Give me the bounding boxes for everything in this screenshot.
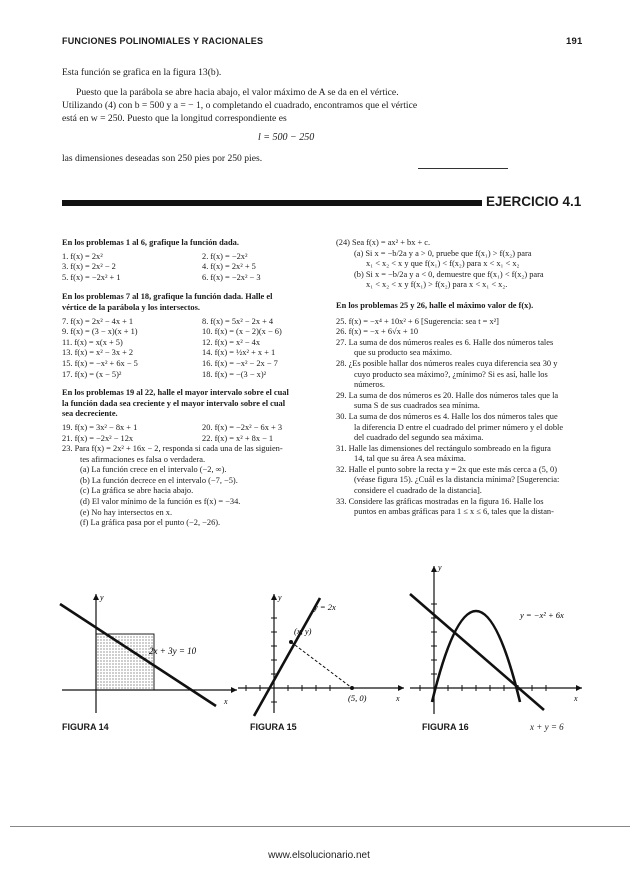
problem-32: 32. Halle el punto sobre la recta y = 2x que este más cerca a (5, 0): [336, 464, 557, 474]
problem-23-a: 23. Para f(x) = 2x² + 16x − 2, responda si cada una de las siguien-: [62, 444, 283, 454]
problem-23-item: (a) La función crece en el intervalo (−2, ∞).: [80, 465, 227, 475]
problem-23-b: tes afirmaciones es falsa o verdadera.: [80, 454, 206, 464]
heading-25-26: En los problemas 25 y 26, halle el máximo valor de f(x).: [336, 300, 534, 310]
figure-15-label: FIGURA 15: [250, 722, 297, 732]
heading-7-18b: vértice de la parábola y los intersectos.: [62, 302, 200, 312]
problem-row: [62, 317, 322, 328]
problem: 8. f(x) = 5x² − 2x + 4: [202, 316, 274, 326]
problem: 9. f(x) = (3 − x)(x + 1): [62, 327, 138, 337]
page-number: 191: [566, 36, 583, 47]
problem: 3. f(x) = 2x² − 2: [62, 262, 116, 272]
intro-line-5: las dimensiones deseadas son 250 pies por 250 pies.: [62, 153, 263, 164]
problem: 22. f(x) = x² + 8x − 1: [202, 433, 274, 443]
left-column: [62, 238, 322, 529]
problem-23-item: (e) No hay intersectos en x.: [80, 507, 173, 517]
heading-1-6: En los problemas 1 al 6, grafique la función dada.: [62, 238, 239, 247]
problem-23-item: (d) El valor mínimo de la función es f(x) = −34.: [80, 497, 241, 507]
running-title: FUNCIONES POLINOMIALES Y RACIONALES: [62, 36, 264, 46]
problem: 11. f(x) = x(x + 5): [62, 337, 123, 347]
heading-19-22b: la función dada sea creciente y el mayor intervalo sobre el cual: [62, 398, 286, 408]
problem: 15. f(x) = −x² + 6x − 5: [62, 358, 138, 368]
footer-url: www.elsolucionario.net: [268, 850, 370, 861]
problem-28-cont: cuyo producto sea máximo?, ¿mínimo? Si es así, halle los: [354, 369, 548, 379]
distance-segment: [291, 642, 352, 688]
problem-30-cont: del cuadrado del segundo sea máxima.: [354, 433, 484, 443]
problem-row: [62, 423, 322, 434]
problem-row: [62, 359, 322, 370]
problem: 12. f(x) = x² − 4x: [202, 337, 261, 347]
fig16-eq2-label: x + y = 6: [530, 722, 564, 732]
problem: 18. f(x) = −(3 − x)²: [202, 369, 267, 379]
heading-19-22c: sea decreciente.: [62, 409, 118, 419]
problem: 4. f(x) = 2x² + 5: [202, 262, 256, 272]
problem: 20. f(x) = −2x² − 6x + 3: [202, 422, 283, 432]
fig16-y-label: y: [438, 563, 442, 572]
problem-33: 33. Considere las gráficas mostradas en la figura 16. Halle los: [336, 496, 544, 506]
figure-14: [52, 588, 242, 718]
fig15-point-label: (x, y): [294, 626, 312, 636]
section-title: EJERCICIO 4.1: [486, 194, 582, 209]
problem-row: [62, 338, 322, 349]
problem: 6. f(x) = −2x² − 3: [202, 272, 261, 282]
figure-15: [232, 588, 412, 718]
point-5-0: [350, 686, 354, 690]
problem-32-cont: considere el cuadrado de la distancia].: [354, 486, 482, 496]
intro-equation: l = 500 − 250: [258, 132, 315, 143]
problem-24-e: x₁ < x₂ < x y f(x₁) > f(x₂) para x < x₁ < x₂.: [366, 280, 508, 290]
problem-31-cont: 14, tal que su área A sea máxima.: [354, 454, 466, 464]
problem: 1. f(x) = 2x²: [62, 251, 103, 261]
fig14-x-label: x: [224, 697, 228, 706]
problem: 13. f(x) = x² − 3x + 2: [62, 348, 134, 358]
problem-33-cont: puntos en ambas gráficas para 1 ≤ x ≤ 6, tales que la distan-: [354, 507, 554, 517]
problem-29: 29. La suma de dos números es 20. Halle dos números tales que la: [336, 390, 559, 400]
problem-row: [62, 370, 322, 381]
problem: 16. f(x) = −x² − 2x − 7: [202, 358, 278, 368]
figure-16: [404, 560, 594, 718]
figure-14-label: FIGURA 14: [62, 722, 109, 732]
fig14-y-label: y: [100, 593, 104, 602]
problem-26: 26. f(x) = −x + 6√x + 10: [336, 327, 419, 337]
intro-line-3: Utilizando (4) con b = 500 y a = − 1, o completando el cuadrado, encontramos que el vértice: [62, 100, 418, 111]
heading-7-18a: En los problemas 7 al 18, grafique la función dada. Halle el: [62, 292, 273, 302]
section-bar: [62, 200, 482, 206]
right-column: [336, 238, 596, 518]
problem: 17. f(x) = (x − 5)²: [62, 369, 122, 379]
problem-30: 30. La suma de dos números es 4. Halle los dos números tales que: [336, 411, 558, 421]
problem: 14. f(x) = ½x² + x + 1: [202, 348, 276, 358]
problem-28: 28. ¿Es posible hallar dos números reales cuya diferencia sea 30 y: [336, 358, 558, 368]
heading-19-22a: En los problemas 19 al 22, halle el mayor intervalo sobre el cual: [62, 388, 289, 398]
intro-line-1: Esta función se grafica en la figura 13(b).: [62, 67, 222, 78]
problem: 5. f(x) = −2x² + 1: [62, 272, 121, 282]
problem-24-b: (a) Si x = −b/2a y a > 0, pruebe que f(x₁) > f(x₂) para: [354, 248, 532, 258]
problem: 7. f(x) = 2x² − 4x + 1: [62, 316, 134, 326]
problem-24-c: x₁ < x₂ < x y que f(x₁) < f(x₂) para x < x₁ < x₂: [366, 259, 520, 269]
fig15-target-label: (5, 0): [348, 693, 367, 703]
problem-32-cont: (véase figura 15). ¿Cuál es la distancia mínima? [Sugerencia:: [354, 475, 560, 485]
end-rule: [418, 168, 508, 169]
figure-16-label: FIGURA 16: [422, 722, 469, 732]
problem-23-item: (f) La gráfica pasa por el punto (−2, −26).: [80, 518, 221, 528]
page-bottom-rule: [10, 826, 630, 827]
line-y-2x: [254, 598, 320, 716]
problem: 10. f(x) = (x − 2)(x − 6): [202, 327, 282, 337]
problem-row: [62, 348, 322, 359]
point-xy: [289, 640, 293, 644]
fig15-eq-label: y = 2x: [314, 602, 336, 612]
fig15-x-label: x: [396, 694, 400, 703]
problem-23-item: (b) La función decrece en el intervalo (−7, −5).: [80, 475, 238, 485]
problem-row: [62, 434, 322, 445]
problem-28-cont: números.: [354, 380, 385, 390]
problem-25: 25. f(x) = −x⁴ + 10x² + 6 [Sugerencia: sea t = x²]: [336, 316, 499, 326]
problem-23-item: (c) La gráfica se abre hacia abajo.: [80, 486, 194, 496]
fig15-y-label: y: [278, 593, 282, 602]
problem-31: 31. Halle las dimensiones del rectángulo sombreado en la figura: [336, 443, 551, 453]
problem-24-d: (b) Si x = −b/2a y a < 0, demuestre que f(x₁) < f(x₂) para: [354, 269, 544, 279]
problem-27: 27. La suma de dos números reales es 6. Halle dos números tales: [336, 337, 554, 347]
problem-row: [62, 273, 322, 284]
shaded-rectangle: [96, 634, 154, 690]
problem: 2. f(x) = −2x²: [202, 251, 248, 261]
problem-row: [62, 262, 322, 273]
problem-30-cont: la diferencia D entre el cuadrado del primer número y el doble: [354, 422, 564, 432]
intro-line-4: está en w = 250. Puesto que la longitud correspondiente es: [62, 113, 287, 124]
intro-line-2: Puesto que la parábola se abre hacia abajo, el valor máximo de A se da en el vértice.: [76, 87, 399, 98]
problem-row: [62, 327, 322, 338]
problem: 21. f(x) = −2x² − 12x: [62, 433, 134, 443]
problem-row: [62, 252, 322, 263]
problem-27-cont: que su producto sea máximo.: [354, 348, 452, 358]
problem-24-a: (24) Sea f(x) = ax² + bx + c.: [336, 238, 431, 247]
fig16-eq1-label: y = −x² + 6x: [520, 610, 564, 620]
fig16-x-label: x: [574, 694, 578, 703]
fig14-eq-label: 2x + 3y = 10: [149, 646, 197, 656]
problem: 19. f(x) = 3x² − 8x + 1: [62, 422, 138, 432]
problem-29-cont: suma S de sus cuadrados sea mínima.: [354, 401, 480, 411]
